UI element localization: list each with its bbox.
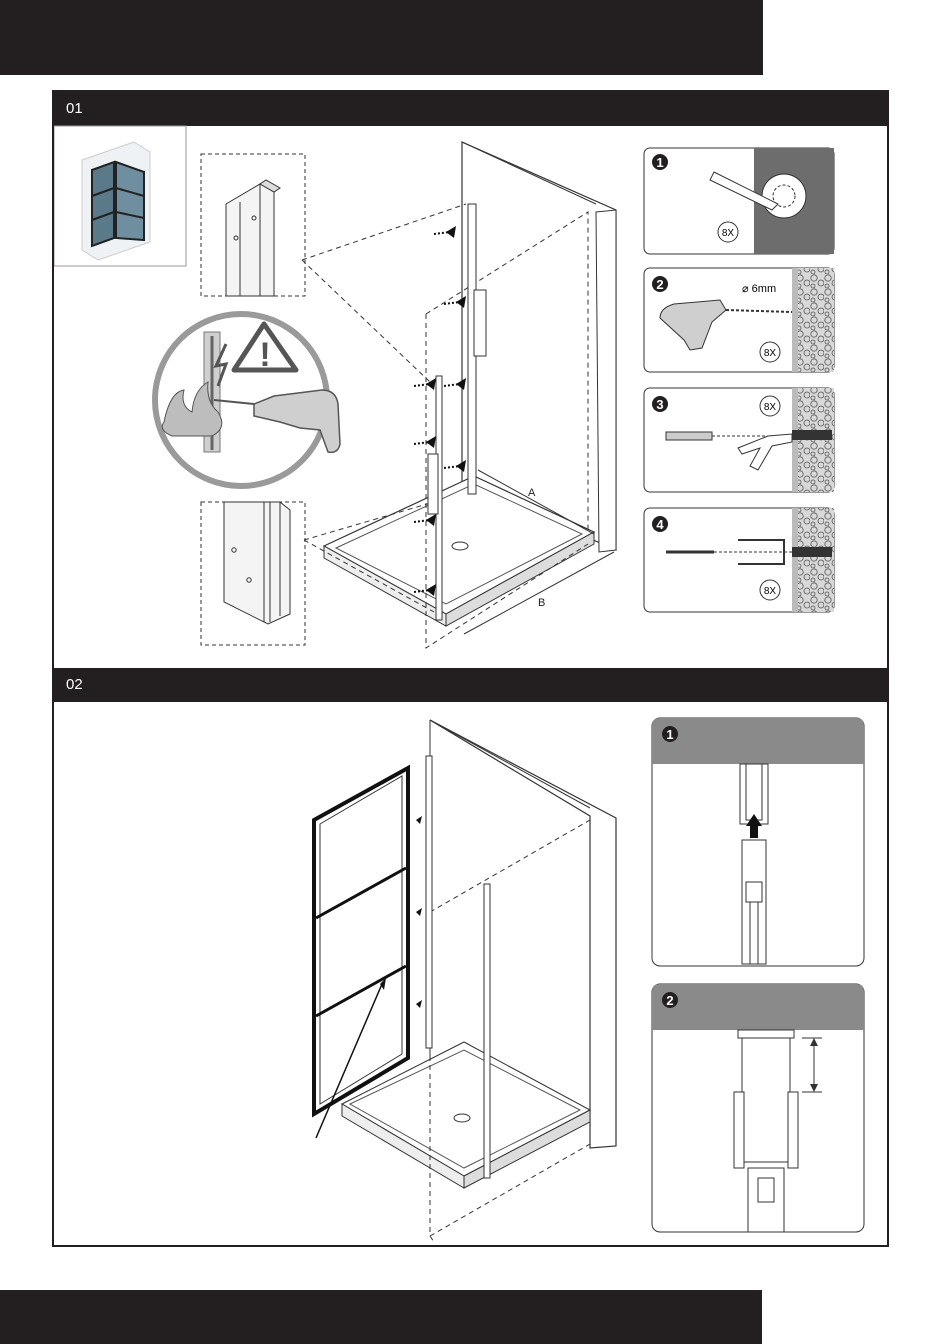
instruction-illustration: [54, 92, 887, 1245]
step-number: 1: [666, 727, 674, 742]
step-4-screw-profile: [644, 508, 834, 612]
dimension-label-a: A: [528, 487, 536, 499]
warning-no-drill-pipes-illustration: [155, 314, 340, 486]
glass-panel-installation-diagram: [314, 720, 616, 1242]
drill-size-label: ⌀ 6mm: [742, 283, 777, 295]
page-footer-bar: [0, 1290, 762, 1344]
quantity-label: 8X: [763, 402, 777, 413]
shower-tray-and-wall-diagram: [302, 142, 616, 648]
quantity-label: 8X: [763, 348, 777, 359]
step-3-insert-plugs: [644, 388, 834, 492]
step-1-mark-holes: [644, 148, 834, 254]
page-header-bar: [0, 0, 763, 75]
step-number: 2: [666, 993, 674, 1008]
step-2-drill-holes: [644, 268, 834, 372]
step-number: 2: [656, 277, 664, 292]
dimension-label-b: B: [538, 597, 546, 609]
wall-profile-detail-top: [201, 154, 305, 296]
step-number: 1: [656, 155, 664, 170]
section-number: 02: [66, 676, 83, 693]
step-number: 4: [656, 517, 664, 532]
step-number: 3: [656, 397, 664, 412]
instruction-frame: [52, 90, 889, 1247]
quantity-label: 8X: [721, 228, 735, 239]
step-2-profile-clearance-detail: [652, 984, 864, 1232]
svg-text:!: !: [259, 336, 271, 374]
step-1-insert-panel-in-profile: [652, 718, 864, 966]
section-number: 01: [66, 100, 83, 117]
quantity-label: 8X: [763, 586, 777, 597]
enclosure-thumbnail: [54, 126, 186, 266]
wall-profile-detail-bottom: [201, 502, 305, 645]
